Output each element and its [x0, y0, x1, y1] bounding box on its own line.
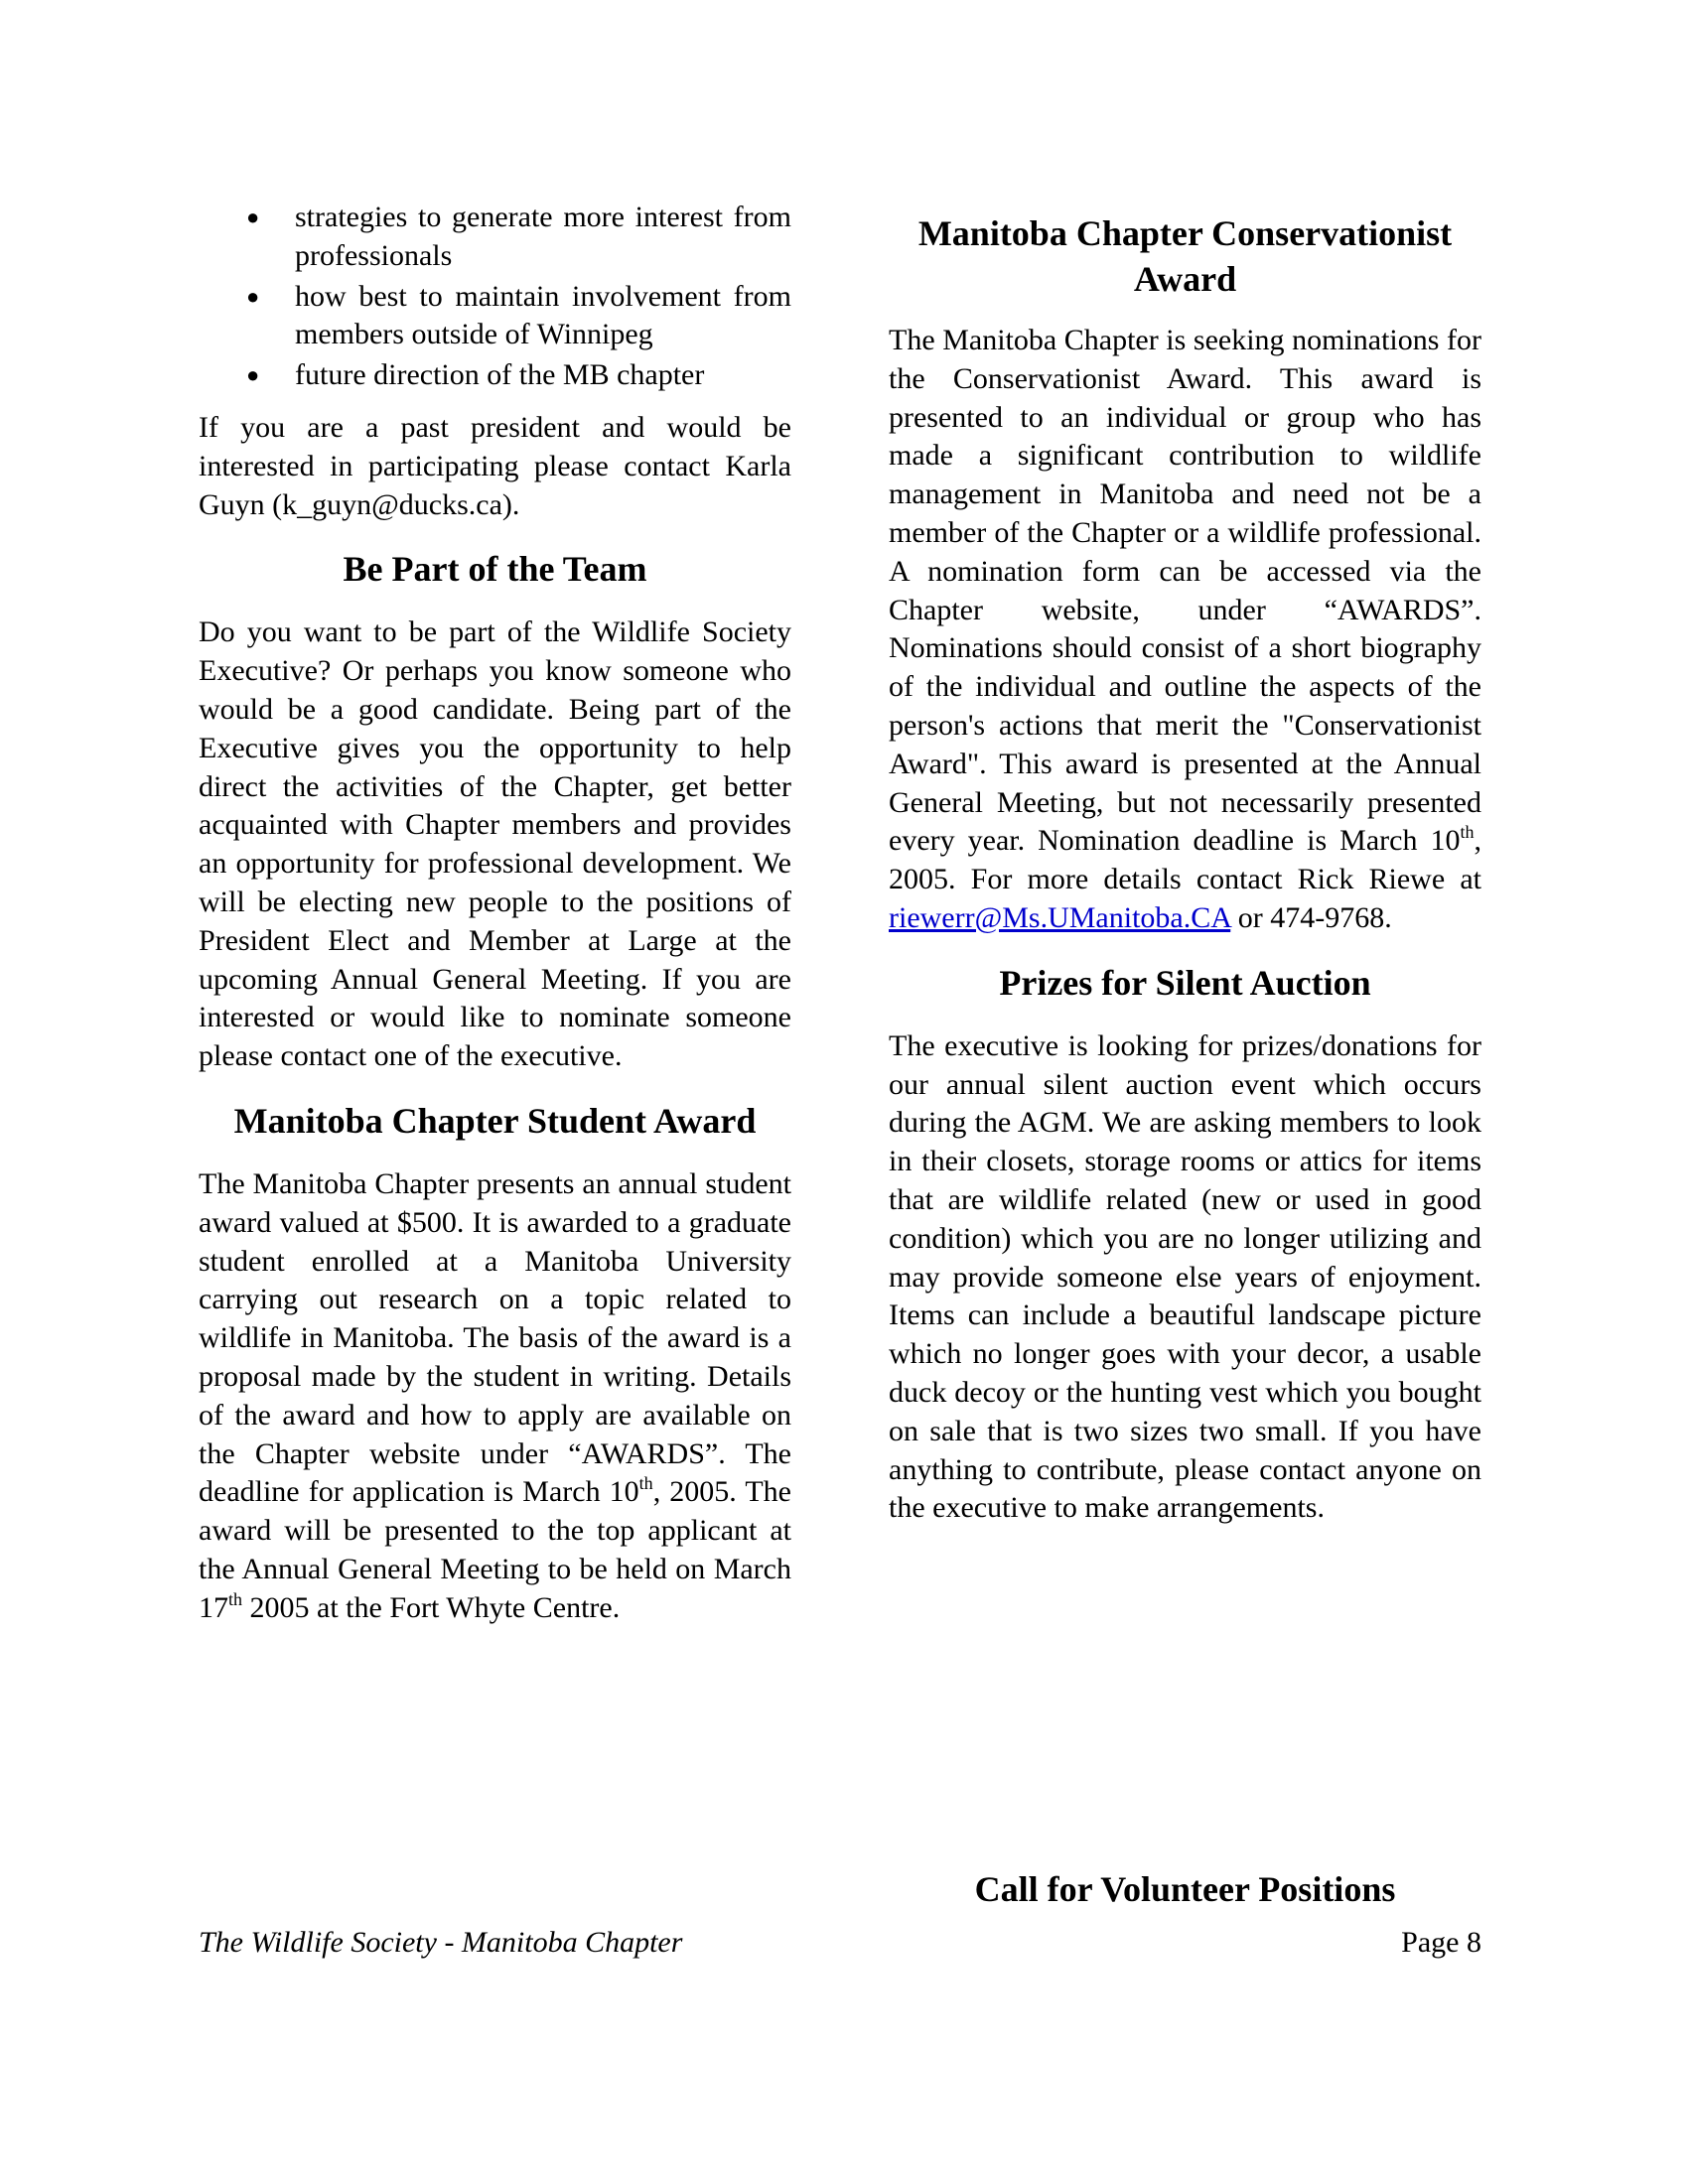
volunteer-section: [889, 1866, 1481, 1912]
team-heading: Be Part of the Team: [343, 549, 647, 590]
page-number: Page 8: [1401, 1926, 1481, 1959]
email-link[interactable]: riewerr@Ms.UManitoba.CA: [889, 900, 1231, 934]
discussion-bullet-list: [199, 199, 791, 395]
student-award-heading: Manitoba Chapter Student Award: [233, 1100, 757, 1141]
list-item: ● future direction of the MB chapter: [199, 356, 791, 395]
bullet-icon: ●: [246, 283, 260, 309]
auction-paragraph: The executive is looking for prizes/donations for our annual silent auction event which occurs during the AGM. We are asking members to look in their closets, storage rooms or attics for items that are wildlife related (new or used in good condition) which you are no longer utilizing and may provide someone else years of enjoyment. Items can include a beautiful landscape picture which no longer goes with your decor, a usable duck decoy or the hunting vest which you bought on sale that is two sizes two small. If you have anything to contribute, please contact anyone on the executive to make arrangements.: [889, 1028, 1481, 1525]
footer-publication-name: The Wildlife Society - Manitoba Chapter: [199, 1926, 683, 1959]
student-award-paragraph: The Manitoba Chapter presents an annual student award valued at $500. It is awarded to a graduate student enrolled at a Manitoba University carrying out research on a topic related to wildlife in Manitoba. The basis of the award is a proposal made by the student in writing. Details of the award and how to apply are available on the Chapter website under “AWARDS”. The deadline for application is March 10th, 2005. The award will be presented to the top applicant at the Annual General Meeting to be held on March 17th 2005 at the Fort Whyte Centre.: [199, 1166, 791, 1624]
list-item: ● strategies to generate more interest from professionals: [246, 201, 791, 272]
left-column: [199, 199, 791, 1628]
team-paragraph: Do you want to be part of the Wildlife Society Executive? Or perhaps you know someone who would be a good candidate. Being part of the Executive gives you the opportunity to help direct the activities of the Chapter, get better acquainted with Chapter members and provides an opportunity for professional development. We will be electing new people to the positions of President Elect and Member at Large at the upcoming Annual General Meeting. If you are interested or would like to nominate someone please contact one of the executive.: [199, 615, 791, 1073]
right-column: [889, 199, 1481, 1528]
bullet-icon: ●: [246, 205, 260, 229]
conservationist-award-heading: Manitoba Chapter Conservationist Award: [917, 213, 1453, 299]
conservationist-award-paragraph: The Manitoba Chapter is seeking nominations for the Conservationist Award. This award is presented to an individual or group who has made a significant contribution to wildlife management in Manitoba and need not be a member of the Chapter or a wildlife professional. A nomination form can be accessed via the Chapter website, under “AWARDS”. Nominations should consist of a short biography of the individual and outline the aspects of the person's actions that merit the "Conservationist Award". This award is presented at the Annual General Meeting, but not necessarily presented every year. Nomination deadline is March 10th, 2005. For more details contact Rick Riewe at riewerr@Ms.UManitoba.CA or 474-9768.: [889, 324, 1481, 934]
bullet-icon: ●: [246, 362, 260, 388]
past-president-paragraph: If you are a past president and would be interested in participating please contact Karla Guyn (k_guyn@ducks.ca).: [199, 410, 791, 521]
auction-heading: Prizes for Silent Auction: [999, 962, 1371, 1003]
volunteer-heading: Call for Volunteer Positions: [974, 1869, 1396, 1909]
list-item: ● how best to maintain involvement from members outside of Winnipeg: [246, 279, 791, 351]
